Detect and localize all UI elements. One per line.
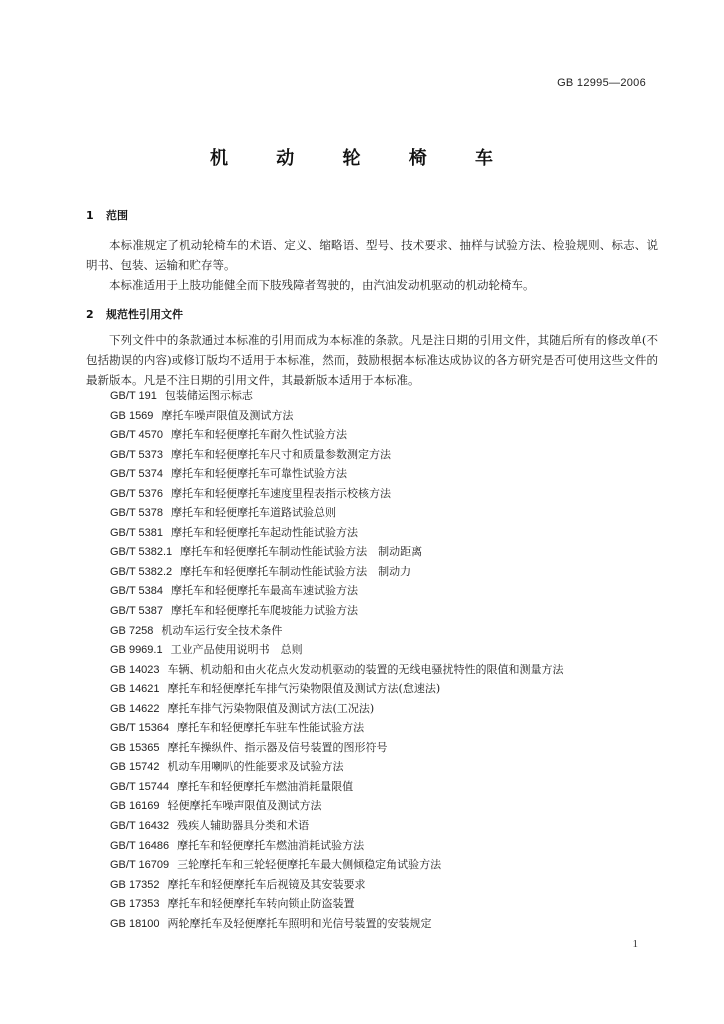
reference-item: [110, 503, 564, 523]
reference-code: GB/T 4570: [110, 429, 163, 442]
reference-title: 三轮摩托车和三轮轻便摩托车最大侧倾稳定角试验方法: [177, 858, 442, 872]
reference-title: 两轮摩托车及轻便摩托车照明和光信号装置的安装规定: [167, 916, 432, 930]
reference-code: GB 17352: [110, 878, 160, 891]
reference-item: [110, 601, 564, 621]
reference-title: 摩托车和轻便摩托车可靠性试验方法: [171, 467, 347, 481]
reference-item: [110, 777, 564, 797]
section-title: 范围: [106, 209, 128, 222]
reference-code: GB/T 16432: [110, 820, 170, 833]
reference-item: [110, 699, 564, 719]
reference-code: GB/T 191: [110, 390, 157, 402]
reference-code: GB 14622: [110, 702, 160, 715]
scope-paragraph-1: 本标准规定了机动轮椅车的术语、定义、缩略语、型号、技术要求、抽样与试验方法、检验规则、标志、说明书、包装、运输和贮存等。: [86, 238, 658, 272]
reference-code: GB/T 5382.2: [110, 565, 173, 578]
reference-title: 机动车运行安全技术条件: [161, 623, 283, 637]
reference-title: 摩托车和轻便摩托车制动性能试验方法 制动距离: [180, 545, 423, 559]
reference-item: [110, 738, 564, 758]
reference-item: [110, 894, 564, 914]
section-title: 规范性引用文件: [106, 308, 183, 321]
reference-list: [110, 386, 564, 933]
reference-title: 摩托车和轻便摩托车燃油消耗量限值: [177, 779, 354, 793]
reference-item: [110, 621, 564, 641]
reference-title: 摩托车和轻便摩托车驻车性能试验方法: [177, 721, 365, 735]
reference-title: 摩托车和轻便摩托车燃油消耗试验方法: [177, 838, 365, 852]
reference-title: 摩托车和轻便摩托车排气污染物限值及测试方法(怠速法): [167, 682, 441, 696]
reference-item: [110, 855, 564, 875]
reference-code: GB 18100: [110, 917, 160, 930]
reference-item: [110, 875, 564, 895]
reference-code: GB 1569: [110, 409, 154, 422]
reference-code: GB 17353: [110, 898, 160, 911]
section-2-heading: [86, 306, 183, 322]
reference-item: [110, 581, 564, 601]
reference-code: GB 7258: [110, 624, 154, 637]
reference-item: [110, 464, 564, 484]
reference-item: [110, 406, 564, 426]
reference-code: GB 15742: [110, 761, 160, 774]
reference-title: 摩托车和轻便摩托车道路试验总则: [171, 506, 336, 520]
reference-code: GB/T 16486: [110, 839, 170, 852]
reference-title: 摩托车和轻便摩托车爬坡能力试验方法: [171, 604, 358, 618]
reference-title: 摩托车排气污染物限值及测试方法(工况法): [167, 701, 375, 715]
reference-item: [110, 718, 564, 738]
reference-item: [110, 562, 564, 582]
reference-item: [110, 386, 564, 406]
reference-code: GB/T 5373: [110, 448, 163, 461]
reference-item: [110, 836, 564, 856]
scope-paragraph-2: 本标准适用于上肢功能健全而下肢残障者驾驶的，由汽油发动机驱动的机动轮椅车。: [109, 278, 535, 292]
reference-code: GB/T 5387: [110, 605, 163, 618]
reference-title: 摩托车和轻便摩托车转向锁止防盗装置: [167, 897, 355, 911]
reference-code: GB/T 5376: [110, 487, 163, 500]
reference-code: GB/T 5384: [110, 585, 163, 598]
reference-title: 包装储运图示标志: [164, 389, 253, 402]
reference-code: GB/T 5374: [110, 468, 163, 481]
reference-item: [110, 816, 564, 836]
reference-code: GB/T 15744: [110, 780, 170, 793]
reference-item: [110, 679, 564, 699]
reference-item: [110, 640, 564, 660]
reference-title: 摩托车和轻便摩托车速度里程表指示校核方法: [171, 486, 391, 500]
reference-item: [110, 757, 564, 777]
reference-title: 摩托车操纵件、指示器及信号装置的图形符号: [167, 740, 388, 754]
reference-title: 摩托车和轻便摩托车尺寸和质量参数测定方法: [171, 447, 391, 461]
reference-code: GB 14023: [110, 663, 160, 676]
reference-title: 机动车用喇叭的性能要求及试验方法: [167, 760, 344, 774]
reference-code: GB/T 15364: [110, 722, 170, 735]
section-number: 2: [86, 308, 94, 321]
reference-title: 摩托车和轻便摩托车后视镜及其安装要求: [167, 877, 366, 891]
reference-item: [110, 445, 564, 465]
section-1-heading: [86, 207, 128, 223]
reference-title: 摩托车和轻便摩托车最高车速试验方法: [171, 584, 358, 598]
reference-code: GB 15365: [110, 741, 160, 754]
standard-number: GB 12995—2006: [557, 77, 646, 89]
reference-title: 工业产品使用说明书 总则: [170, 643, 303, 657]
page-number: 1: [632, 938, 638, 950]
document-title: 机 动 轮 椅 车: [209, 148, 515, 169]
reference-item: [110, 914, 564, 934]
reference-title: 残疾人辅助器具分类和术语: [177, 819, 310, 833]
reference-title: 摩托车噪声限值及测试方法: [161, 408, 294, 422]
reference-code: GB 9969.1: [110, 644, 163, 657]
reference-code: GB/T 5378: [110, 507, 163, 520]
reference-code: GB 16169: [110, 800, 160, 813]
reference-item: [110, 484, 564, 504]
reference-code: GB/T 16709: [110, 859, 170, 872]
reference-item: [110, 523, 564, 543]
reference-title: 摩托车和轻便摩托车耐久性试验方法: [171, 428, 347, 442]
reference-title: 车辆、机动船和由火花点火发动机驱动的装置的无线电骚扰特性的限值和测量方法: [167, 662, 564, 676]
reference-item: [110, 542, 564, 562]
references-intro-paragraph: 下列文件中的条款通过本标准的引用而成为本标准的条款。凡是注日期的引用文件，其随后所有的修改单(不包括勘误的内容)或修订版均不适用于本标准，然而，鼓励根据本标准达成协议的各方研究是否可使用这些文件的最新版本。凡是不注日期的引用文件，其最新版本适用于本标准。: [86, 333, 658, 387]
reference-item: [110, 425, 564, 445]
reference-code: GB/T 5381: [110, 526, 163, 539]
reference-code: GB/T 5382.1: [110, 546, 173, 559]
reference-title: 摩托车和轻便摩托车制动性能试验方法 制动力: [180, 564, 412, 578]
section-number: 1: [86, 209, 94, 222]
reference-title: 轻便摩托车噪声限值及测试方法: [167, 799, 322, 813]
reference-code: GB 14621: [110, 683, 160, 696]
reference-item: [110, 796, 564, 816]
reference-item: [110, 660, 564, 680]
reference-title: 摩托车和轻便摩托车起动性能试验方法: [171, 525, 358, 539]
